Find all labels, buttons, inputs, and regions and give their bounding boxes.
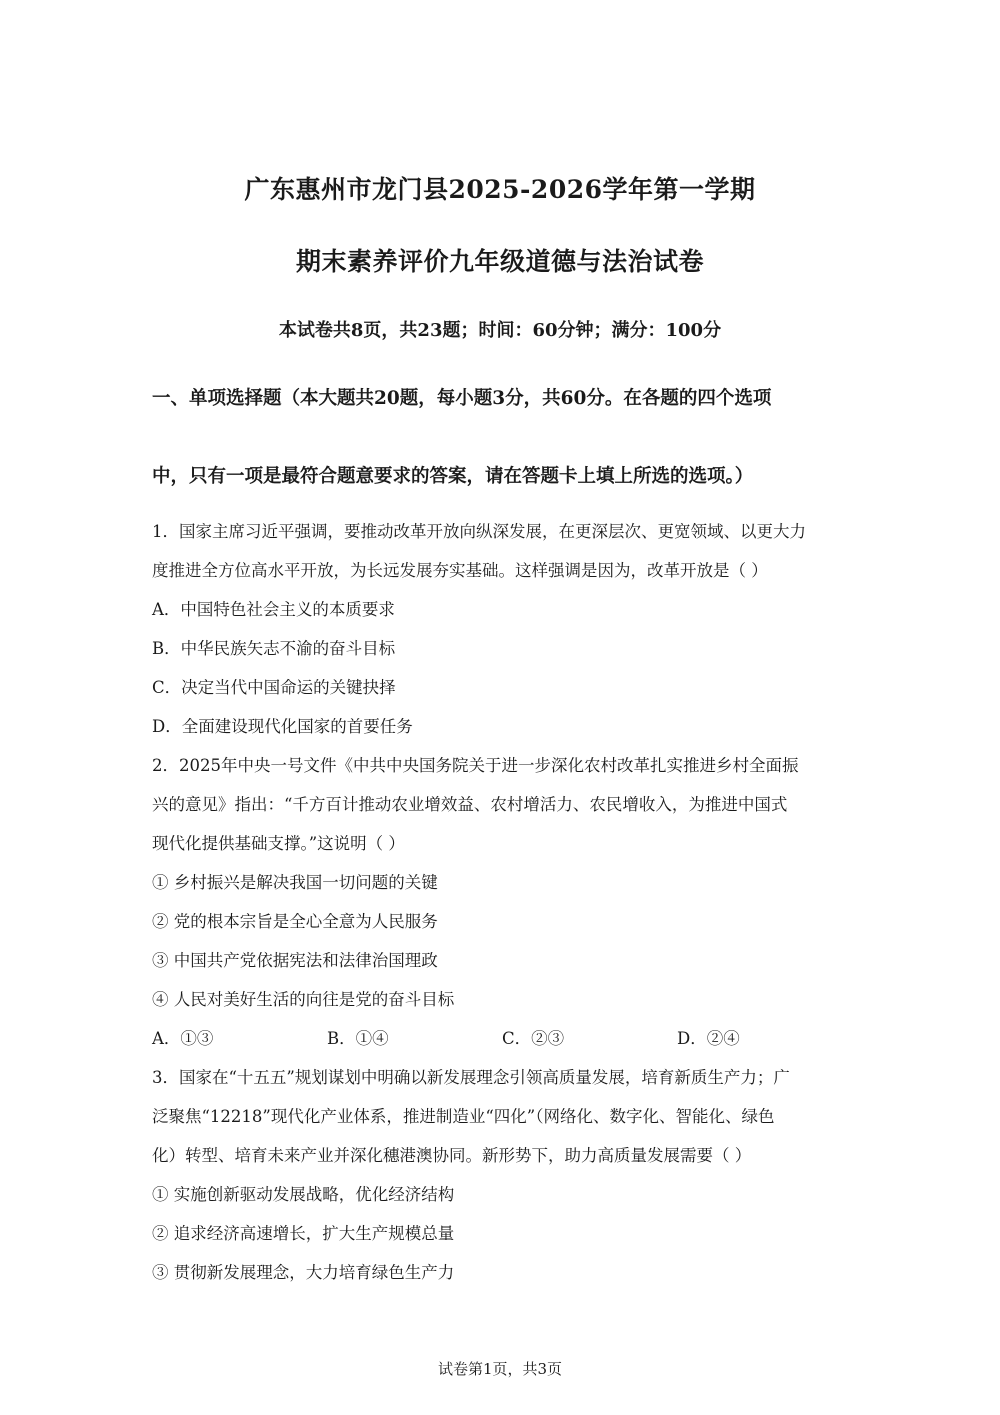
q3-item-3: ③ 贯彻新发展理念，大力培育绿色生产力 xyxy=(152,1263,455,1282)
exam-info: 本试卷共8页，共23题；时间：60分钟；满分：100分 xyxy=(278,320,722,341)
exam-title-line1: 广东惠州市龙门县2025-2026学年第一学期 xyxy=(244,175,756,204)
q2-options xyxy=(152,1025,852,1049)
q3-item-2: ② 追求经济高速增长，扩大生产规模总量 xyxy=(152,1224,455,1243)
q2-option-d: D．②④ xyxy=(677,1029,740,1048)
q2-option-c: C．②③ xyxy=(502,1029,565,1048)
q2-stem-line3: 现代化提供基础支撑。”这说明（ ） xyxy=(152,834,405,853)
q1-option-b: B．中华民族矢志不渝的奋斗目标 xyxy=(152,639,396,658)
q1-option-d: D．全面建设现代化国家的首要任务 xyxy=(152,717,413,736)
q2-item-3: ③ 中国共产党依据宪法和法律治国理政 xyxy=(152,951,438,970)
q2-option-a: A．①③ xyxy=(152,1029,214,1048)
q2-item-2: ② 党的根本宗旨是全心全意为人民服务 xyxy=(152,912,438,931)
exam-title-line2: 期末素养评价九年级道德与法治试卷 xyxy=(295,247,704,276)
q2-item-4: ④ 人民对美好生活的向往是党的奋斗目标 xyxy=(152,990,455,1009)
q1-option-c: C．决定当代中国命运的关键抉择 xyxy=(152,678,396,697)
q3-stem-line3: 化）转型、培育未来产业并深化穗港澳协同。新形势下，助力高质量发展需要（ ） xyxy=(152,1146,752,1165)
q1-stem-line2: 度推进全方位高水平开放，为长远发展夯实基础。这样强调是因为，改革开放是（ ） xyxy=(152,561,768,580)
q3-stem-line1: 3．国家在“十五五”规划谋划中明确以新发展理念引领高质量发展，培育新质生产力；广 xyxy=(152,1068,790,1087)
section-heading-line1: 一、单项选择题（本大题共20题，每小题3分，共60分。在各题的四个选项 xyxy=(152,388,772,409)
q2-stem-line2: 兴的意见》指出：“千方百计推动农业增效益、农村增活力、农民增收入，为推进中国式 xyxy=(152,795,788,814)
q1-stem-line1: 1．国家主席习近平强调，要推动改革开放向纵深发展，在更深层次、更宽领域、以更大力 xyxy=(152,522,806,541)
q3-stem-line2: 泛聚焦“12218”现代化产业体系，推进制造业“四化”（网络化、数字化、智能化、绿色 xyxy=(152,1107,775,1126)
q2-option-b: B．①④ xyxy=(327,1029,389,1048)
q2-item-1: ① 乡村振兴是解决我国一切问题的关键 xyxy=(152,873,438,892)
section-heading-line2: 中，只有一项是最符合题意要求的答案，请在答题卡上填上所选的选项。） xyxy=(152,466,754,487)
q1-option-a: A．中国特色社会主义的本质要求 xyxy=(152,600,395,619)
page-footer: 试卷第1页，共3页 xyxy=(437,1360,563,1378)
q3-item-1: ① 实施创新驱动发展战略，优化经济结构 xyxy=(152,1185,455,1204)
q2-stem-line1: 2．2025年中央一号文件《中共中央国务院关于进一步深化农村改革扎实推进乡村全面振 xyxy=(152,756,799,775)
